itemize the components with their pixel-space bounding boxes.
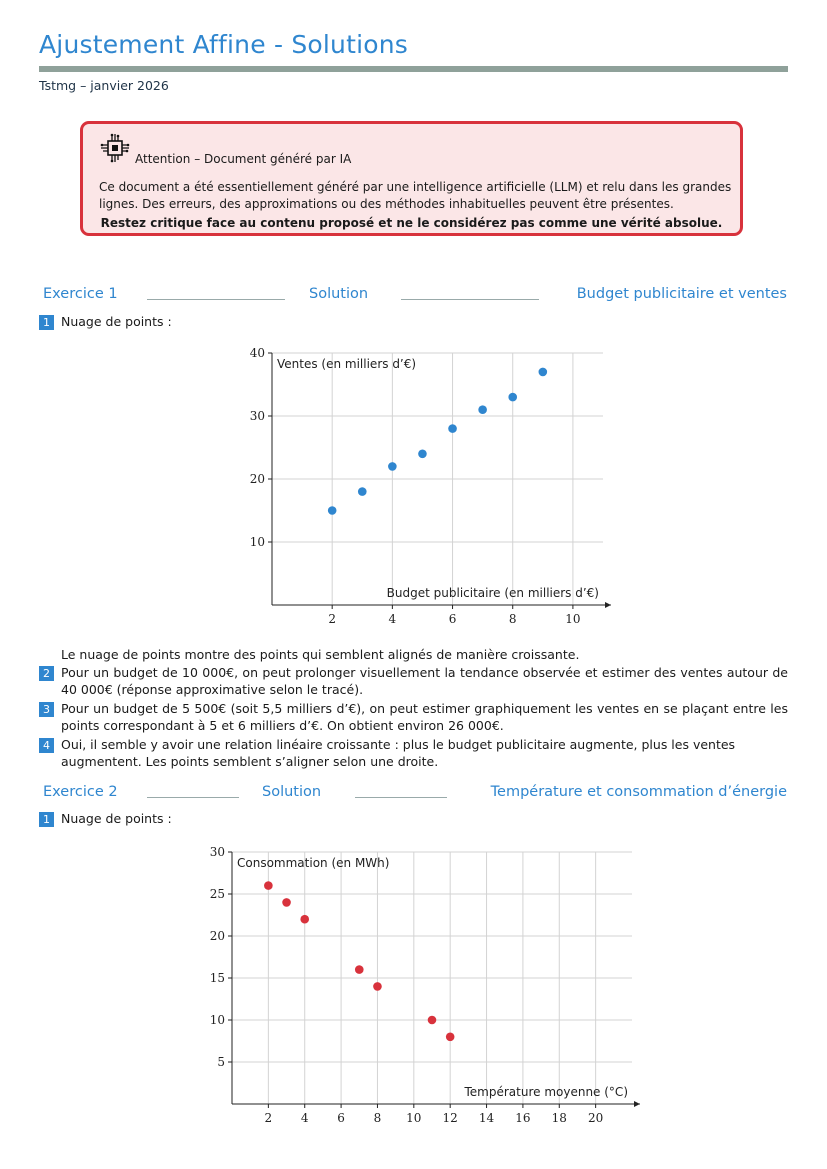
x-axis-arrow — [634, 1101, 640, 1107]
data-point — [282, 898, 291, 907]
x-axis-arrow — [605, 602, 611, 608]
exercise1-solution: Solution — [309, 286, 369, 302]
data-point — [428, 1016, 437, 1025]
question-number: 1 — [39, 315, 54, 330]
title-divider — [39, 66, 788, 72]
x-tick-label: 4 — [388, 612, 397, 626]
x-tick-label: 6 — [337, 1111, 345, 1125]
x-axis-label: Budget publicitaire (en milliers d’€) — [386, 586, 599, 600]
ex2-scatter-chart — [200, 840, 650, 1130]
exercise2-rule-left — [147, 797, 239, 798]
x-tick-label: 16 — [515, 1111, 531, 1125]
y-tick-label: 20 — [249, 472, 265, 486]
question-number: 3 — [39, 702, 54, 717]
exercise1-rule-left — [147, 299, 285, 300]
ex1-observation: Le nuage de points montre des points qui semblent alignés de manière croissante. — [61, 647, 580, 662]
question-number: 1 — [39, 812, 54, 827]
data-point — [418, 450, 427, 459]
data-point — [388, 462, 397, 471]
x-tick-label: 10 — [565, 612, 581, 626]
x-tick-label: 6 — [448, 612, 457, 626]
exercise1-topic: Budget publicitaire et ventes — [576, 286, 787, 302]
warning-title: Attention – Document généré par IA — [135, 152, 352, 166]
x-tick-label: 4 — [300, 1111, 309, 1125]
x-tick-label: 20 — [587, 1111, 604, 1125]
y-tick-label: 20 — [209, 929, 225, 943]
question-number: 2 — [39, 666, 54, 681]
data-point — [478, 405, 487, 414]
x-tick-label: 8 — [373, 1111, 382, 1125]
data-point — [358, 487, 367, 496]
ex1-q2-text: Pour un budget de 10 000€, on peut prolonger visuellement la tendance observée et estimer des ventes autour de 40 000€ (réponse approximative selon le tracé). — [61, 665, 788, 697]
x-tick-label: 2 — [264, 1111, 273, 1125]
y-tick-label: 15 — [209, 971, 225, 985]
warning-emphasis: Restez critique face au contenu proposé et ne le considérez pas comme une vérité absolue. — [100, 216, 723, 230]
y-tick-label: 30 — [209, 845, 225, 859]
x-tick-label: 14 — [478, 1111, 495, 1125]
x-tick-label: 18 — [551, 1111, 567, 1125]
y-tick-label: 10 — [249, 535, 265, 549]
data-point — [355, 965, 364, 974]
x-tick-label: 8 — [508, 612, 517, 626]
y-tick-label: 25 — [209, 887, 225, 901]
data-point — [300, 915, 309, 924]
data-point — [373, 982, 382, 991]
ai-chip-icon — [99, 132, 131, 164]
data-point — [446, 1033, 455, 1042]
ai-warning-box — [80, 121, 743, 236]
y-tick-label: 40 — [249, 346, 265, 360]
data-point — [448, 424, 457, 433]
data-point — [539, 368, 548, 377]
exercise2-topic: Température et consommation d’énergie — [490, 784, 787, 800]
ex1-q1-text: Nuage de points : — [61, 314, 172, 329]
warning-body: Ce document a été essentiellement généré par une intelligence artificielle (LLM) et relu dans les grandes lignes. Des erreurs, des approximations ou des méthodes inhabituelles peuvent être présentes. — [99, 180, 732, 211]
data-point — [328, 506, 337, 515]
exercise1-label: Exercice 1 — [43, 286, 118, 302]
x-tick-label: 12 — [442, 1111, 458, 1125]
exercise2-label: Exercice 2 — [43, 784, 118, 800]
exercise2-solution: Solution — [262, 784, 322, 800]
ex1-q4-text: Oui, il semble y avoir une relation linéaire croissante : plus le budget publicitaire augmente, plus les ventes augmentent. Les points semblent s’aligner selon une droite. — [61, 737, 736, 769]
ex1-q3-text: Pour un budget de 5 500€ (soit 5,5 milliers d’€), on peut estimer graphiquement les ventes en se plaçant entre les points correspondant à 5 et 6 milliers d’€. On obtient environ 26 000€. — [61, 701, 788, 733]
exercise2-rule-right — [355, 797, 447, 798]
x-axis-label: Température moyenne (°C) — [464, 1085, 628, 1099]
page-title: Ajustement Affine - Solutions — [39, 30, 408, 59]
question-number: 4 — [39, 738, 54, 753]
data-point — [264, 881, 273, 890]
y-tick-label: 5 — [217, 1055, 225, 1069]
y-tick-label: 10 — [209, 1013, 225, 1027]
ex2-q1-text: Nuage de points : — [61, 811, 172, 826]
data-point — [508, 393, 517, 402]
x-tick-label: 10 — [406, 1111, 422, 1125]
y-axis-label: Consommation (en MWh) — [237, 856, 390, 870]
y-axis-label: Ventes (en milliers d’€) — [277, 357, 417, 371]
exercise1-rule-right — [401, 299, 539, 300]
ex1-scatter-chart — [240, 340, 620, 630]
y-tick-label: 30 — [249, 409, 265, 423]
page-subtitle: Tstmg – janvier 2026 — [39, 78, 169, 93]
x-tick-label: 2 — [328, 612, 337, 626]
